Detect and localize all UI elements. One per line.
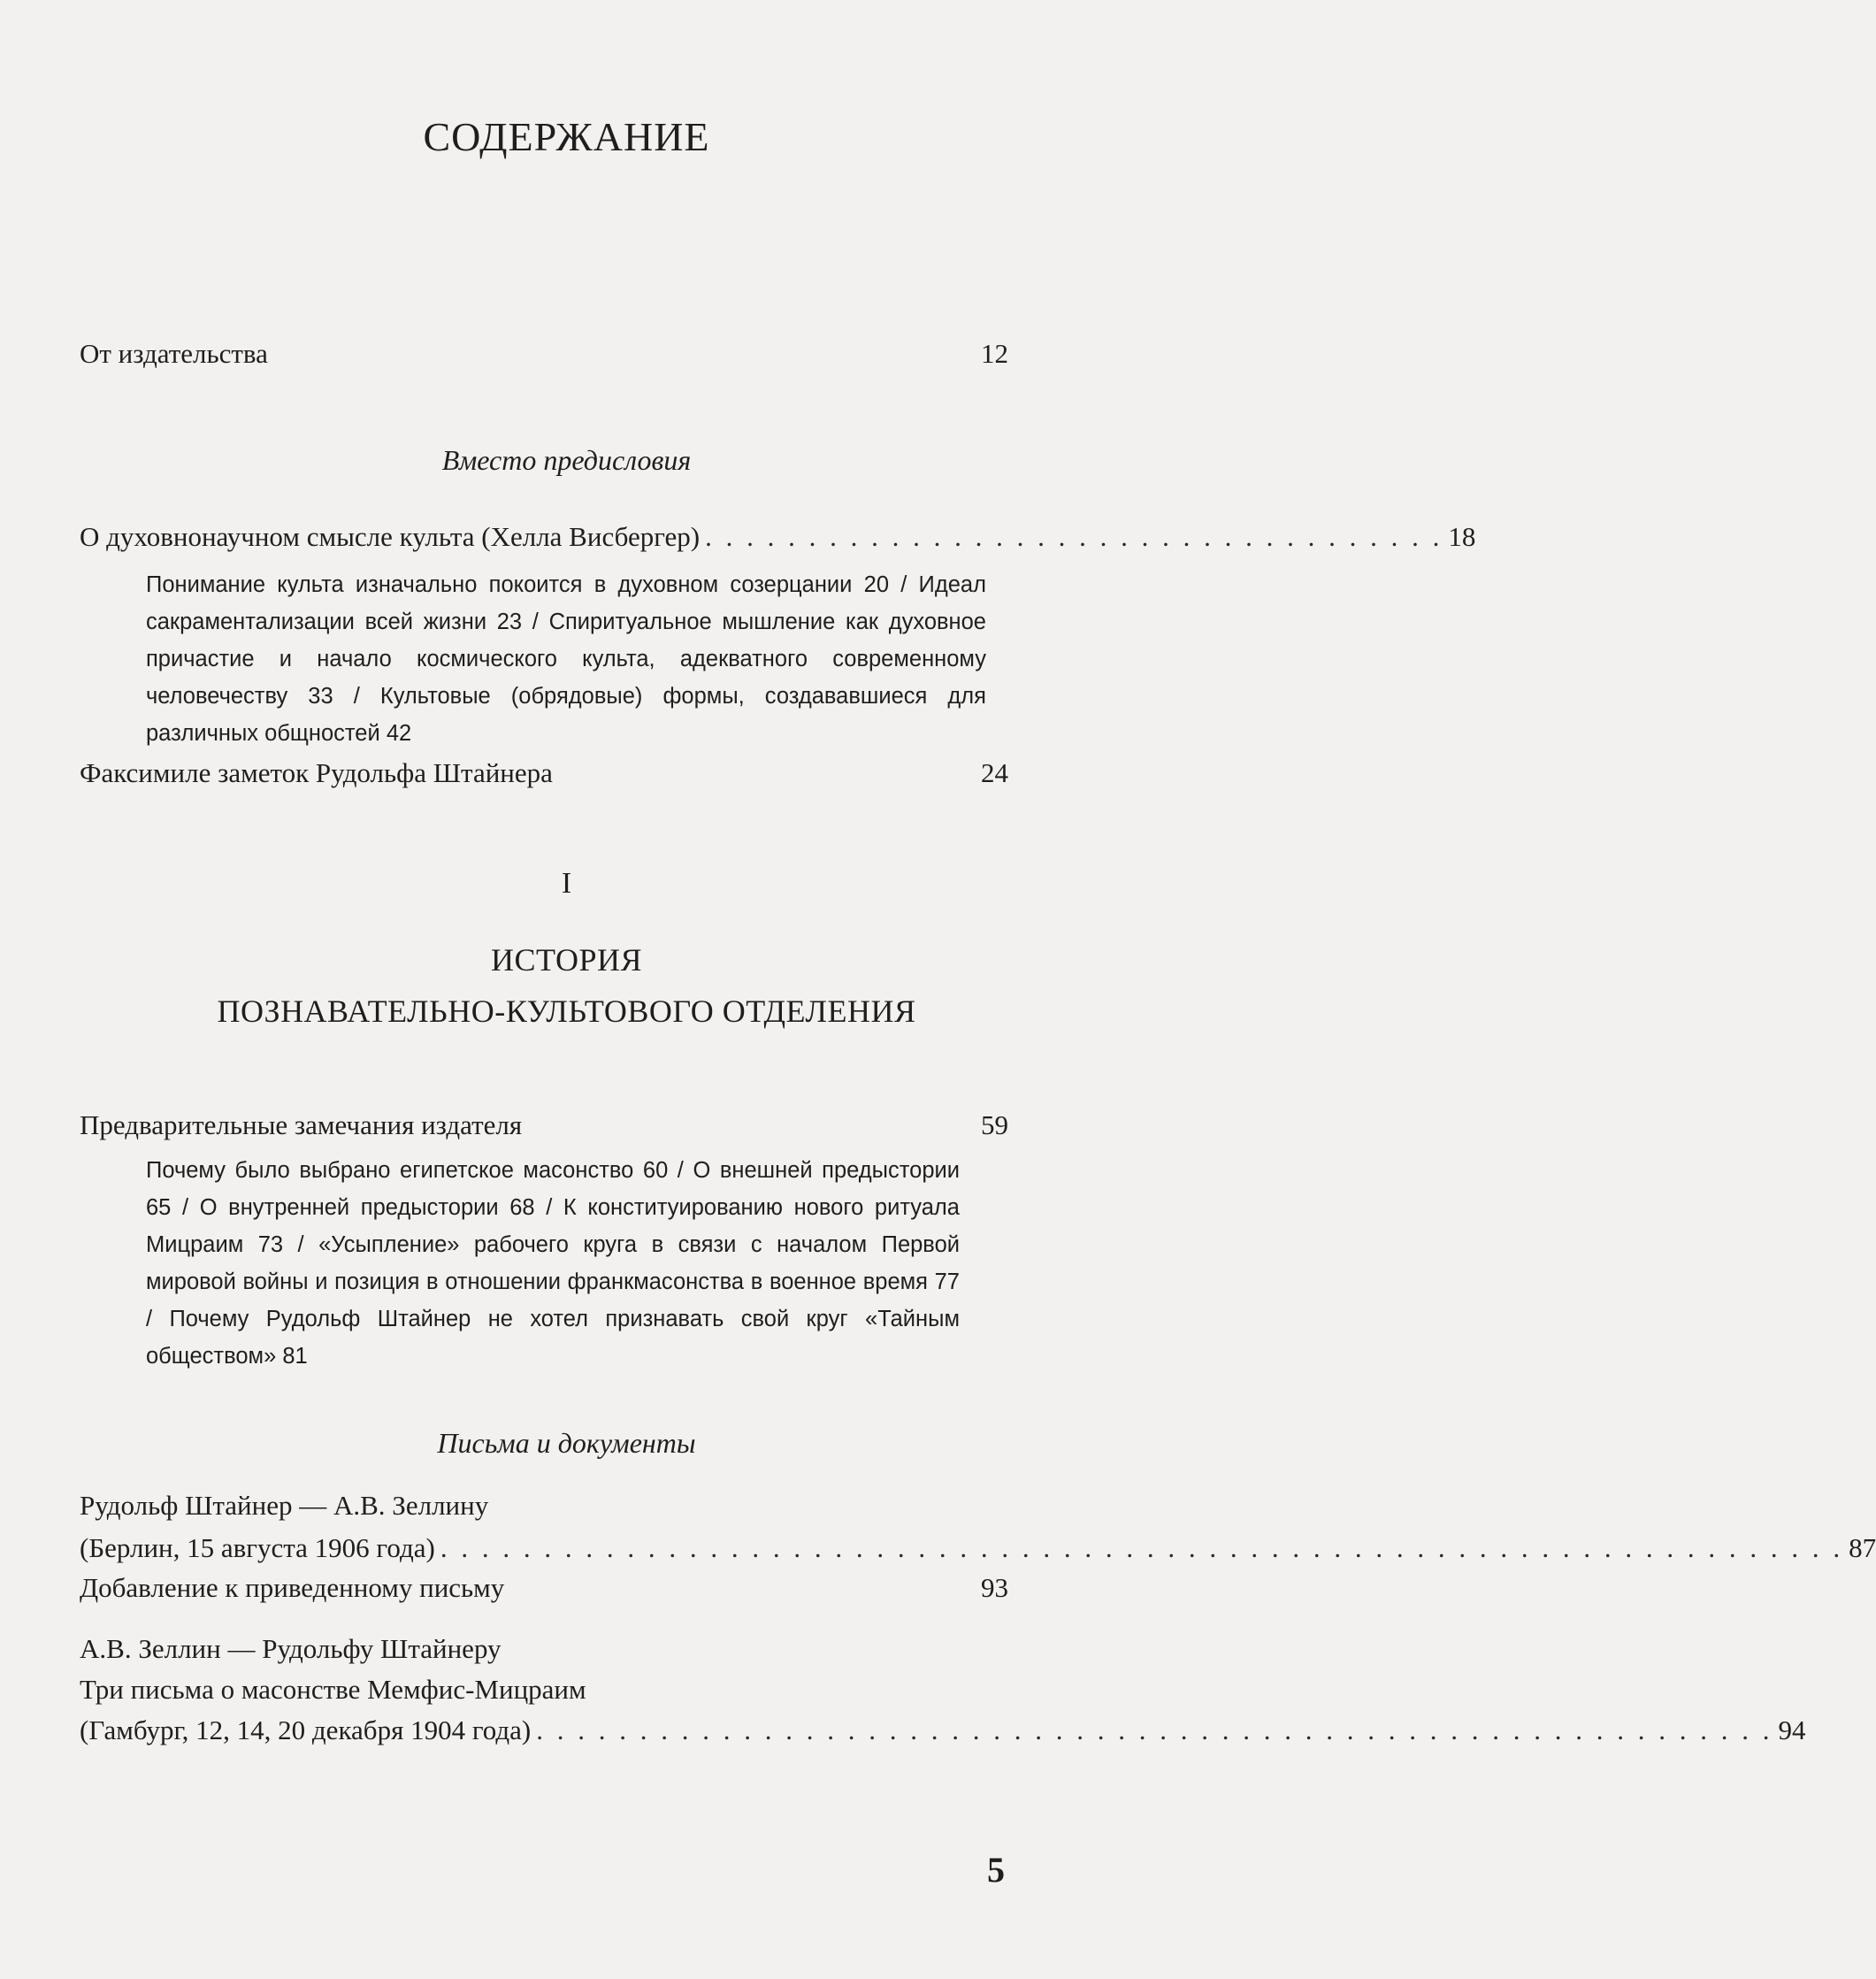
toc-entry-prelim[interactable] — [80, 1106, 1008, 1145]
part-numeral: I — [561, 867, 572, 900]
toc-entry-text: Факсимиле заметок Рудольфа Штайнера — [80, 757, 553, 788]
toc-entry-publisher[interactable] — [80, 334, 1008, 373]
leader-dots: . . . . . . . . . . . . . . . . . . . . . . . . . . . . . . . . . . . . . . . . . . . . . . . . . . . . . . . . . . . . . . . . . . . . — [440, 1532, 1844, 1563]
toc-entry-page: 94 — [1778, 1714, 1806, 1745]
toc-subentries-prelim: Почему было выбрано египетское масонство 60 / О внешней предыстории 65 / О внутренней предыстории 68 / К конституированию нового ритуала Мицраим 73 / «Усыпление» рабочего круга в связи с началом Первой мировой войны и позиция в отношении франкмасонства в военное время 77 / Почему Рудольф Штайнер не хотел признавать свой круг «Тайным обществом» 81 — [146, 1158, 960, 1369]
section-heading-letters: Письма и документы — [437, 1427, 696, 1459]
toc-entry-letter2-subtitle[interactable]: Три письма о масонстве Мемфис-Мицраим — [80, 1674, 586, 1705]
toc-subentries-hella: Понимание культа изначально покоится в духовном созерцании 20 / Идеал сакраментализации всей жизни 23 / Спиритуальное мышление как духовное причастие и начало космического культа, адекватного современному человечеству 33 / Культовые (обрядовые) формы, создававшиеся для различных общностей 42 — [146, 572, 986, 746]
toc-entry-text: (Берлин, 15 августа 1906 года) — [80, 1532, 435, 1563]
toc-entry-text: О духовнонаучном смысле культа (Хелла Висбергер) — [80, 521, 701, 552]
page-title: СОДЕРЖАНИЕ — [423, 114, 710, 159]
toc-entry-letter2[interactable] — [80, 1711, 1806, 1750]
toc-entry-page: 24 — [981, 757, 1008, 788]
toc-entry-text: Добавление к приведенному письму — [80, 1572, 505, 1603]
part-title-line2: ПОЗНАВАТЕЛЬНО-КУЛЬТОВОГО ОТДЕЛЕНИЯ — [217, 993, 916, 1029]
part-title-line1: ИСТОРИЯ — [490, 942, 643, 978]
toc-entry-letter1-title[interactable]: Рудольф Штайнер — А.В. Зеллину — [80, 1490, 489, 1521]
toc-entry-hella[interactable] — [80, 518, 1476, 556]
toc-entry-facsimile[interactable] — [80, 754, 1008, 793]
toc-entry-text: (Гамбург, 12, 14, 20 декабря 1904 года) — [80, 1714, 532, 1745]
toc-entry-text: От издательства — [80, 338, 268, 369]
toc-entry-page: 18 — [1448, 521, 1476, 552]
toc-entry-letter1[interactable] — [80, 1529, 1876, 1568]
toc-entry-letter2-title[interactable]: А.В. Зеллин — Рудольфу Штайнеру — [80, 1633, 502, 1664]
page-number: 5 — [987, 1850, 1005, 1890]
section-heading-preface: Вместо предисловия — [441, 444, 692, 476]
toc-entry-page: 59 — [981, 1109, 1008, 1140]
leader-dots: . . . . . . . . . . . . . . . . . . . . . . . . . . . . . . . . . . . . — [705, 521, 1443, 552]
leader-dots: . . . . . . . . . . . . . . . . . . . . . . . . . . . . . . . . . . . . . . . . . . . . . . . . . . . . . . . . . . . . — [536, 1714, 1773, 1745]
toc-entry-addition[interactable] — [80, 1569, 1008, 1607]
toc-entry-page: 87 — [1849, 1532, 1876, 1563]
toc-entry-text: Предварительные замечания издателя — [80, 1109, 523, 1140]
toc-entry-page: 93 — [981, 1572, 1008, 1603]
toc-entry-page: 12 — [981, 338, 1008, 369]
